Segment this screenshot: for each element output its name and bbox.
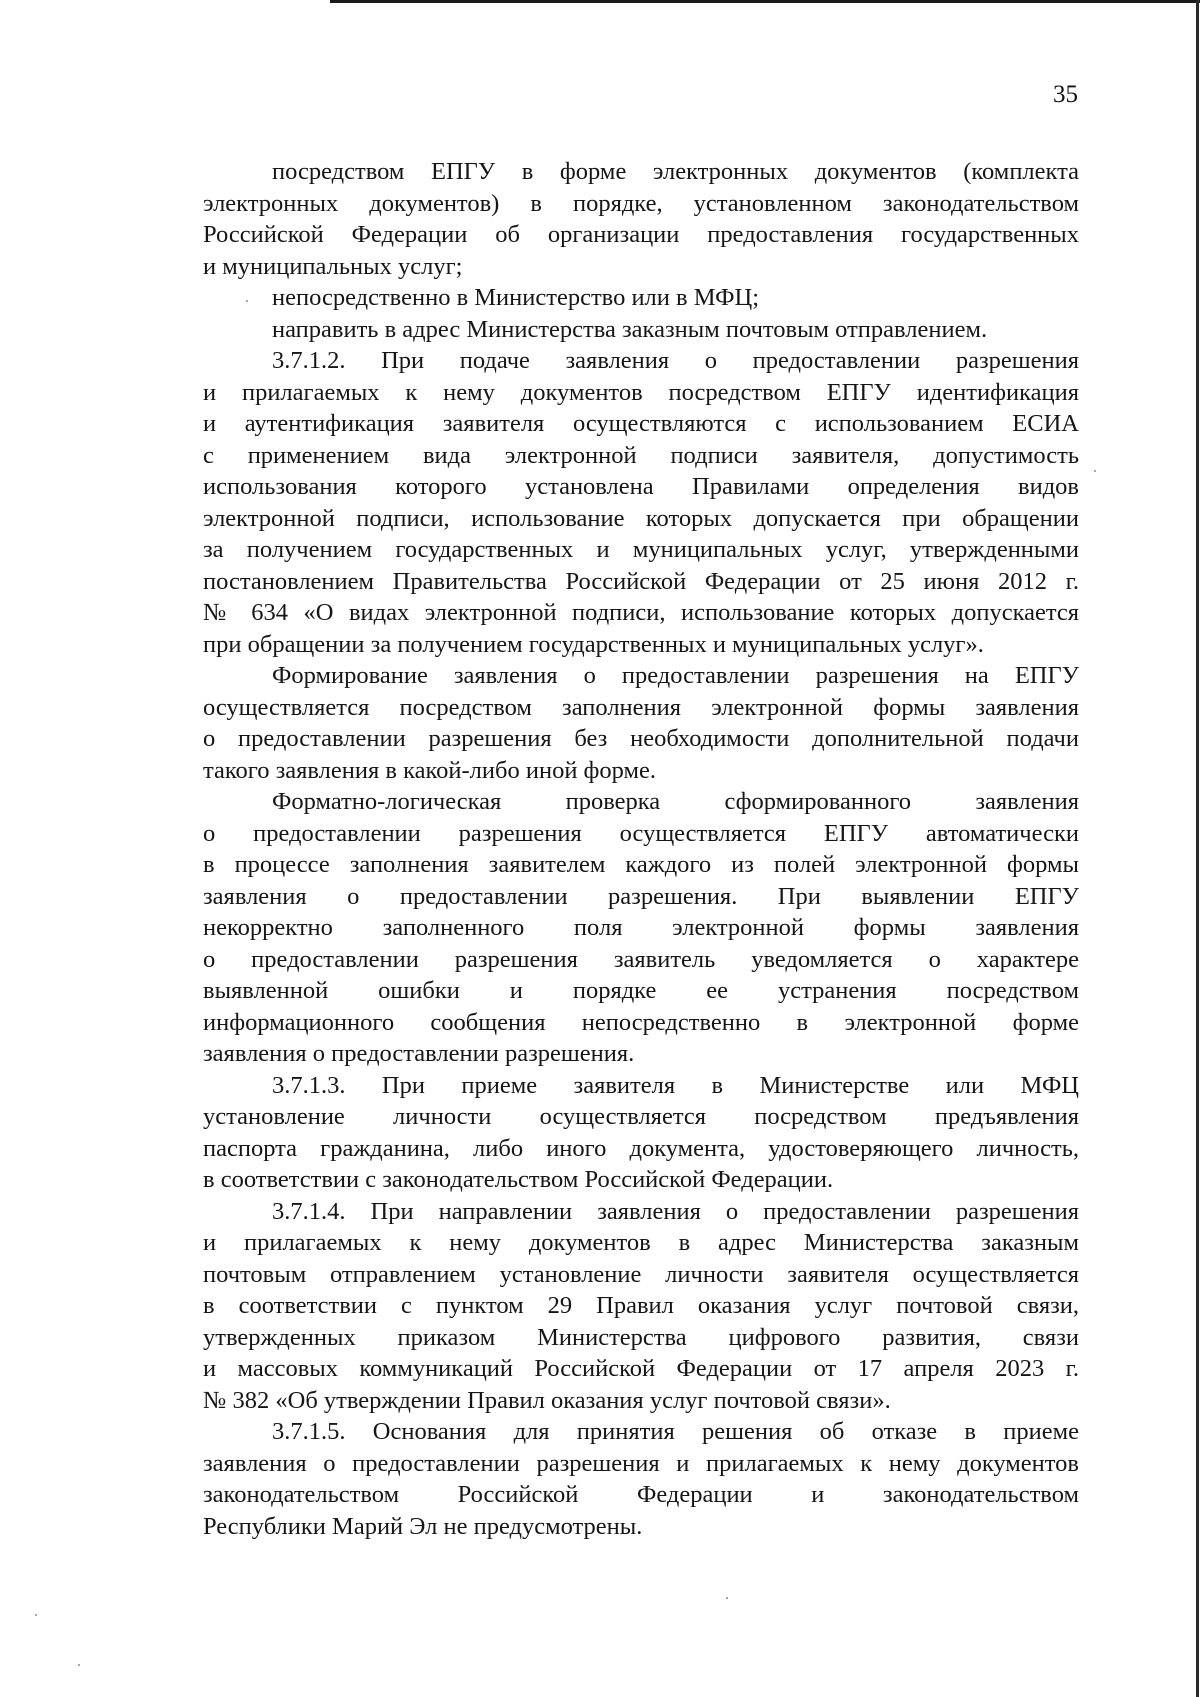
scan-edge-right (1196, 0, 1199, 1697)
scan-edge-top (330, 0, 1200, 3)
text-line: использования которого установлена Правилами определения видов (203, 473, 1079, 500)
paragraph (203, 314, 1079, 346)
text-line: Российской Федерации об организации предоставления государственных (203, 221, 1079, 248)
paragraph (203, 345, 1079, 660)
text-line: выявленной ошибки и порядке ее устранения посредством (203, 977, 1079, 1004)
text-line: непосредственно в Министерство или в МФЦ; (272, 284, 760, 311)
document-body (203, 156, 1079, 1542)
paragraph (203, 156, 1079, 282)
text-line: установление личности осуществляется посредством предъявления (203, 1103, 1079, 1130)
scan-speck (35, 1614, 37, 1616)
paragraph (203, 660, 1079, 786)
text-line: за получением государственных и муниципальных услуг, утвержденными (203, 536, 1079, 563)
text-line: почтовым отправлением установление личности заявителя осуществляется (203, 1260, 1079, 1288)
text-line: при обращении за получением государственных и муниципальных услуг». (203, 630, 984, 658)
text-line: в процессе заполнения заявителем каждого из полей электронной формы (203, 851, 1079, 878)
text-line: утвержденных приказом Министерства цифрового развития, связи (203, 1323, 1079, 1351)
text-line: и прилагаемых к нему документов в адрес Министерства заказным (203, 1229, 1079, 1256)
text-line: электронной подписи, использование которых допускается при обращении (203, 504, 1079, 532)
text-line: такого заявления в какой-либо иной форме. (203, 756, 657, 784)
text-line: информационного сообщения непосредственно в электронной форме (203, 1008, 1079, 1036)
text-line: в соответствии с пунктом 29 Правил оказания услуг почтовой связи, (203, 1292, 1079, 1319)
text-line: законодательством Российской Федерации и законодательством (203, 1481, 1079, 1508)
text-line: с применением вида электронной подписи заявителя, допустимость (203, 441, 1079, 469)
text-line: заявления о предоставлении разрешения и прилагаемых к нему документов (203, 1449, 1079, 1477)
text-line: осуществляется посредством заполнения электронной формы заявления (203, 693, 1079, 721)
text-line: в соответствии с законодательством Российской Федерации. (203, 1166, 834, 1193)
text-line: и муниципальных услуг; (203, 252, 463, 280)
text-line: о предоставлении разрешения осуществляется ЕПГУ автоматически (203, 819, 1079, 847)
text-line: и аутентификация заявителя осуществляются с использованием ЕСИА (203, 410, 1079, 437)
paragraph (203, 1070, 1079, 1196)
text-line: Республики Марий Эл не предусмотрены. (203, 1512, 643, 1540)
text-line: Формирование заявления о предоставлении разрешения на ЕПГУ (272, 662, 1079, 689)
text-line: и прилагаемых к нему документов посредством ЕПГУ идентификация (203, 378, 1079, 406)
text-line: № 382 «Об утверждении Правил оказания услуг почтовой связи». (203, 1386, 891, 1414)
text-line: электронных документов) в порядке, установленном законодательством (203, 189, 1079, 217)
text-line: заявления о предоставлении разрешения. При выявлении ЕПГУ (203, 882, 1079, 910)
text-line: № 634 «О видах электронной подписи, использование которых допускается (203, 599, 1079, 626)
text-line: о предоставлении разрешения заявитель уведомляется о характере (203, 945, 1079, 973)
scan-speck (246, 300, 248, 302)
text-line: о предоставлении разрешения без необходимости дополнительной подачи (203, 725, 1079, 752)
page-number: 35 (1053, 81, 1078, 108)
text-line: 3.7.1.5. Основания для принятия решения об отказе в приеме (272, 1418, 1079, 1445)
paragraph (203, 786, 1079, 1070)
scan-speck (726, 1597, 728, 1599)
paragraph (203, 1416, 1079, 1542)
text-line: паспорта гражданина, либо иного документа, удостоверяющего личность, (203, 1134, 1079, 1162)
text-line: постановлением Правительства Российской Федерации от 25 июня 2012 г. (203, 567, 1079, 595)
text-line: 3.7.1.4. При направлении заявления о предоставлении разрешения (272, 1197, 1079, 1225)
text-line: посредством ЕПГУ в форме электронных документов (комплекта (272, 158, 1079, 185)
text-line: и массовых коммуникаций Российской Федерации от 17 апреля 2023 г. (203, 1355, 1079, 1382)
paragraph (203, 282, 1079, 314)
scan-speck (78, 1664, 80, 1666)
text-line: некорректно заполненного поля электронной формы заявления (203, 914, 1079, 941)
paragraph (203, 1196, 1079, 1417)
text-line: заявления о предоставлении разрешения. (203, 1040, 635, 1067)
scan-speck (1094, 470, 1096, 472)
text-line: 3.7.1.3. При приеме заявителя в Министерстве или МФЦ (272, 1071, 1079, 1099)
text-line: Форматно-логическая проверка сформированного заявления (272, 788, 1079, 815)
text-line: направить в адрес Министерства заказным почтовым отправлением. (272, 315, 988, 343)
text-line: 3.7.1.2. При подаче заявления о предоставлении разрешения (272, 347, 1079, 374)
